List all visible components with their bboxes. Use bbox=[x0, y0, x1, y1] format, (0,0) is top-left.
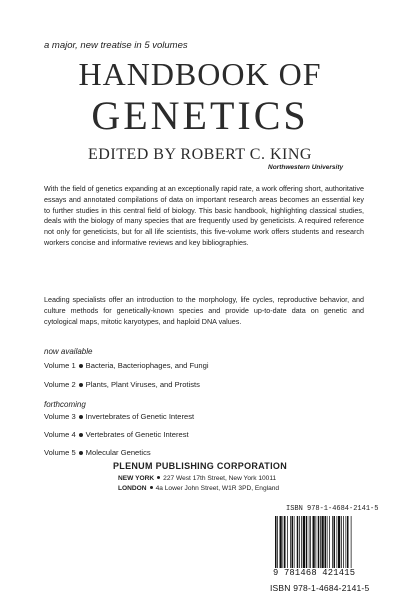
volume-item-4 bbox=[44, 430, 189, 439]
editor-line: EDITED BY ROBERT C. KING bbox=[88, 146, 312, 163]
address-city: NEW YORK bbox=[118, 475, 155, 482]
isbn-top-label: ISBN 978-1-4684-2141-5 bbox=[286, 505, 379, 513]
barcode-bar bbox=[318, 516, 320, 568]
barcode-bar bbox=[346, 516, 347, 568]
volume-number: Volume 1 bbox=[44, 361, 76, 370]
barcode-bar bbox=[337, 516, 338, 568]
barcode-bar bbox=[284, 516, 286, 568]
barcode-bar bbox=[332, 516, 333, 568]
address-detail: 227 West 17th Street, New York 10011 bbox=[163, 475, 277, 482]
now-available-heading: now available bbox=[44, 347, 93, 356]
barcode-bar bbox=[343, 516, 344, 568]
barcode-bar bbox=[347, 516, 349, 568]
editor-affiliation: Northwestern University bbox=[268, 164, 344, 171]
volume-title: Bacteria, Bacteriophages, and Fungi bbox=[85, 361, 209, 370]
volume-number: Volume 3 bbox=[44, 412, 76, 421]
barcode-bar bbox=[338, 516, 340, 568]
volume-title: Vertebrates of Genetic Interest bbox=[85, 430, 189, 439]
book-title-line-2: GENETICS bbox=[91, 93, 309, 138]
description-paragraph-2: Leading specialists offer an introduction to the morphology, life cycles, reproductive behavior, and culture methods for genetically-known species and provide up-to-date data on genetic and cytological maps, mitotic karyotypes, and haploid DNA values. bbox=[44, 295, 364, 326]
volume-item-3 bbox=[44, 412, 194, 421]
barcode-bar bbox=[310, 516, 311, 568]
book-title-line-1: HANDBOOK OF bbox=[78, 56, 322, 92]
barcode-bar bbox=[334, 516, 336, 568]
barcode bbox=[273, 516, 377, 578]
barcode-bar bbox=[299, 516, 300, 568]
barcode-bar bbox=[301, 516, 302, 568]
barcode-bar bbox=[287, 516, 288, 568]
volume-title: Plants, Plant Viruses, and Protists bbox=[85, 380, 200, 389]
bullet-icon bbox=[79, 415, 83, 419]
volume-number: Volume 2 bbox=[44, 380, 76, 389]
isbn-bottom-label: ISBN 978-1-4684-2141-5 bbox=[270, 583, 370, 593]
barcode-bar bbox=[325, 516, 327, 568]
barcode-bar bbox=[297, 516, 299, 568]
barcode-bar bbox=[329, 516, 330, 568]
barcode-bar bbox=[341, 516, 342, 568]
volume-number: Volume 4 bbox=[44, 430, 76, 439]
bullet-icon bbox=[79, 383, 83, 387]
barcode-bars bbox=[273, 516, 377, 570]
barcode-bar bbox=[316, 516, 317, 568]
volume-item-2 bbox=[44, 380, 200, 389]
barcode-bar bbox=[280, 516, 282, 568]
barcode-bar bbox=[277, 516, 278, 568]
barcode-bar bbox=[327, 516, 328, 568]
barcode-bar bbox=[351, 516, 352, 568]
volume-number: Volume 5 bbox=[44, 448, 76, 457]
bullet-icon bbox=[157, 476, 160, 479]
description-paragraph-1: With the field of genetics expanding at an exceptionally rapid rate, a work offering short, authoritative essays and annotated compilations of data on important research areas becomes an essential key to further studies in this central field of biology. This basic handbook, highlighting classical studies, deals with the biology of many species that are frequently used by geneticists. A required reference not only for geneticists, but for all life scientists, this five-volume work offers students and research workers concise and informative reviews and key bibliographies. bbox=[44, 184, 364, 247]
barcode-bar bbox=[303, 516, 305, 568]
barcode-bar bbox=[292, 516, 294, 568]
volume-item-5 bbox=[44, 448, 151, 457]
address-city: LONDON bbox=[118, 485, 147, 492]
barcode-bar bbox=[306, 516, 308, 568]
barcode-bar bbox=[294, 516, 295, 568]
bullet-icon bbox=[79, 364, 83, 368]
bullet-icon bbox=[150, 486, 153, 489]
tagline: a major, new treatise in 5 volumes bbox=[44, 40, 188, 51]
address-new-york bbox=[118, 475, 276, 482]
volume-item-1 bbox=[44, 361, 209, 370]
barcode-bar bbox=[283, 516, 284, 568]
barcode-bar bbox=[313, 516, 315, 568]
volume-title: Molecular Genetics bbox=[85, 448, 151, 457]
barcode-bar bbox=[275, 516, 277, 568]
barcode-bar bbox=[320, 516, 321, 568]
bullet-icon bbox=[79, 433, 83, 437]
barcode-digits: 9 781468 421415 bbox=[273, 568, 356, 578]
address-detail: 4a Lower John Street, W1R 3PD, England bbox=[155, 485, 280, 492]
volume-title: Invertebrates of Genetic Interest bbox=[85, 412, 195, 421]
barcode-bar bbox=[322, 516, 324, 568]
publisher-name: PLENUM PUBLISHING CORPORATION bbox=[112, 461, 288, 471]
barcode-bar bbox=[290, 516, 291, 568]
address-london bbox=[118, 485, 279, 492]
forthcoming-heading: forthcoming bbox=[44, 400, 86, 409]
barcode-bar bbox=[309, 516, 310, 568]
bullet-icon bbox=[79, 451, 83, 455]
